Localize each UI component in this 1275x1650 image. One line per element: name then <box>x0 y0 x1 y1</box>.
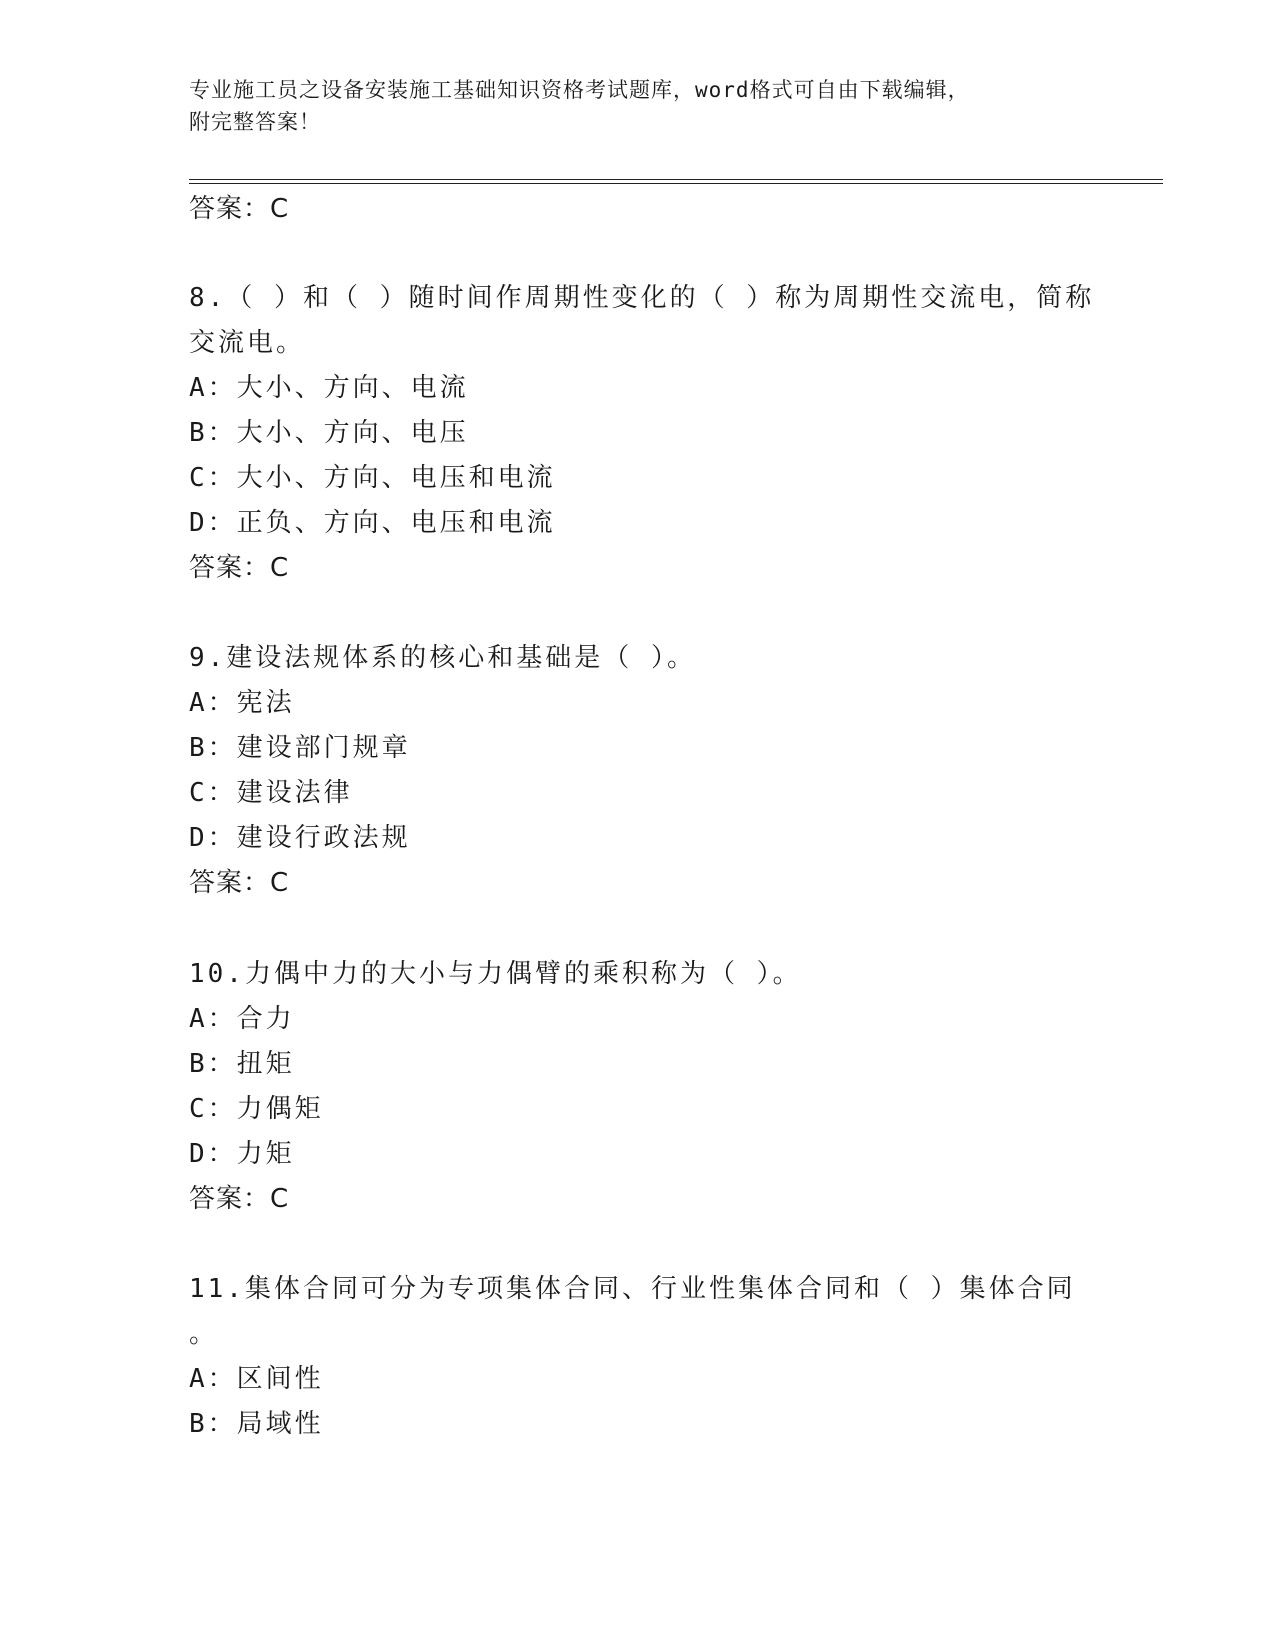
question-9-option-c: C：建设法律 <box>189 778 353 808</box>
question-10-option-a: A：合力 <box>189 1004 295 1034</box>
question-8-stem-line-1: 8.（ ）和（ ）随时间作周期性变化的（ ）称为周期性交流电，简称 <box>189 283 1095 313</box>
page-header: 专业施工员之设备安装施工基础知识资格考试题库，word格式可自由下载编辑， 附完整答案！ <box>189 78 970 134</box>
question-10-option-d: D：力矩 <box>189 1139 295 1169</box>
previous-answer: 答案：C <box>189 194 290 224</box>
question-11-stem-line-1: 11.集体合同可分为专项集体合同、行业性集体合同和（ ）集体合同 <box>189 1274 1076 1304</box>
question-11-stem-line-2: 。 <box>189 1319 219 1349</box>
question-11-option-a: A：区间性 <box>189 1364 324 1394</box>
question-9-option-a: A：宪法 <box>189 688 295 718</box>
question-10-option-b: B：扭矩 <box>189 1049 295 1079</box>
question-10-stem: 10.力偶中力的大小与力偶臂的乘积称为（ ）。 <box>189 959 802 989</box>
question-8-option-a: A：大小、方向、电流 <box>189 373 469 403</box>
question-10-option-c: C：力偶矩 <box>189 1094 324 1124</box>
question-9-stem: 9.建设法规体系的核心和基础是（ ）。 <box>189 643 696 673</box>
question-9-answer: 答案：C <box>189 868 290 898</box>
question-8-answer: 答案：C <box>189 553 290 583</box>
header-double-rule <box>189 179 1163 184</box>
question-9-option-b: B：建设部门规章 <box>189 733 411 763</box>
question-9-option-d: D：建设行政法规 <box>189 823 411 853</box>
question-8-stem-line-2: 交流电。 <box>189 328 306 358</box>
question-8-option-c: C：大小、方向、电压和电流 <box>189 463 556 493</box>
question-11-option-b: B：局域性 <box>189 1409 324 1439</box>
question-8-option-d: D：正负、方向、电压和电流 <box>189 508 556 538</box>
question-10-answer: 答案：C <box>189 1184 290 1214</box>
question-8-option-b: B：大小、方向、电压 <box>189 418 469 448</box>
